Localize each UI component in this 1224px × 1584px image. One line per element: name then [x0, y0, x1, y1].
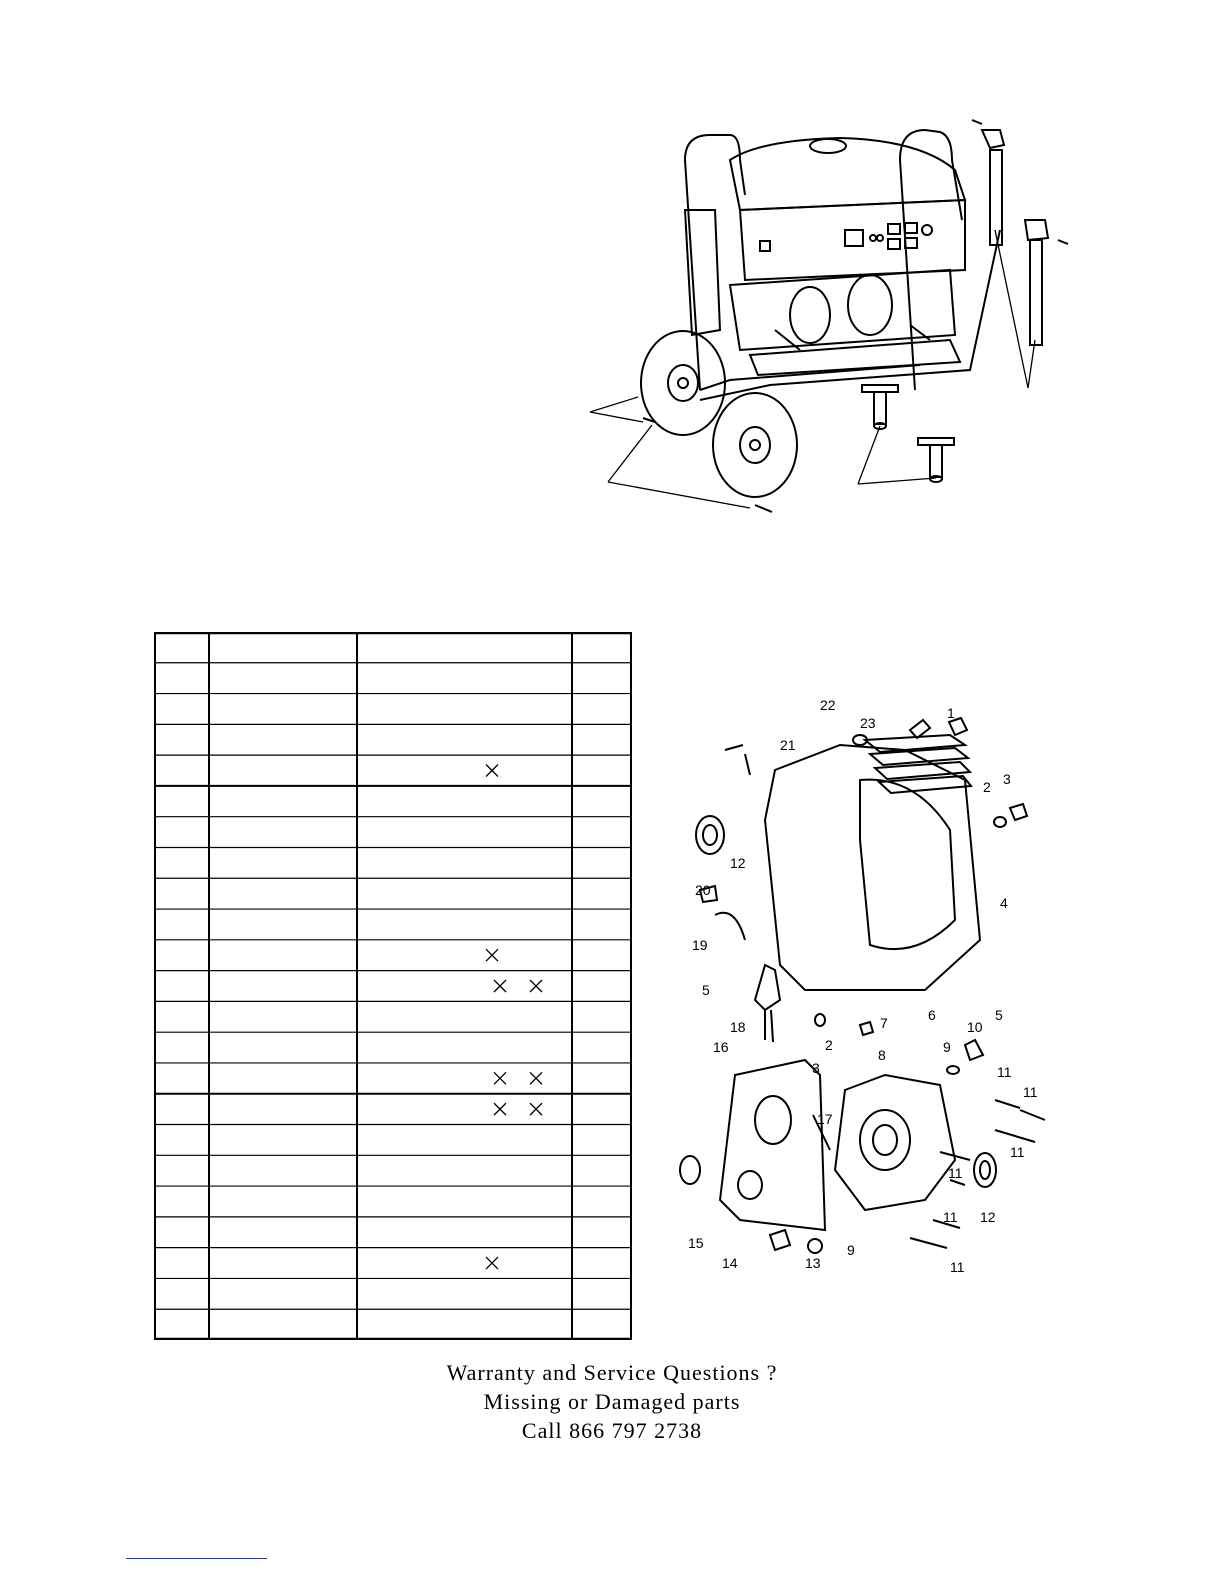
- part-callout-number: 16: [713, 1039, 729, 1055]
- bottom-rule: [126, 1558, 267, 1559]
- crankcase-exploded-drawing: [665, 690, 1085, 1290]
- part-callout-number: 11: [1010, 1144, 1025, 1160]
- footer-line-2: Missing or Damaged parts: [483, 1389, 741, 1414]
- part-callout-number: 6: [928, 1007, 936, 1023]
- part-callout-number: 3: [1003, 771, 1011, 787]
- part-callout-number: 14: [722, 1255, 738, 1271]
- part-callout-number: 7: [880, 1015, 888, 1031]
- part-callout-number: 20: [695, 882, 711, 898]
- part-callout-number: 19: [692, 937, 708, 953]
- footer-line-1: Warranty and Service Questions ?: [446, 1360, 778, 1385]
- cross-mark: [494, 1072, 506, 1084]
- cross-mark: [530, 1072, 542, 1084]
- part-callout-number: 5: [702, 982, 710, 998]
- cross-mark: [494, 1103, 506, 1115]
- part-callout-number: 11: [997, 1064, 1012, 1080]
- cross-mark: [530, 1103, 542, 1115]
- cross-mark: [486, 1257, 498, 1269]
- cross-mark: [486, 949, 498, 961]
- cross-mark: [486, 765, 498, 777]
- part-callout-number: 15: [688, 1235, 704, 1251]
- part-callout-number: 21: [780, 737, 796, 753]
- part-callout-number: 13: [805, 1255, 821, 1271]
- part-callout-number: 8: [878, 1047, 886, 1063]
- part-callout-number: 12: [980, 1209, 996, 1225]
- part-callout-number: 3: [812, 1060, 820, 1076]
- part-callout-number: 11: [943, 1209, 958, 1225]
- part-callout-number: 22: [820, 697, 836, 713]
- parts-table: [154, 632, 632, 1340]
- part-callout-number: 10: [967, 1019, 983, 1035]
- part-callout-number: 17: [817, 1111, 833, 1127]
- part-callout-number: 1: [947, 705, 955, 721]
- part-callout-number: 9: [847, 1242, 855, 1258]
- part-callout-number: 2: [825, 1037, 833, 1053]
- part-callout-number: 5: [995, 1007, 1003, 1023]
- part-callout-number: 11: [948, 1165, 963, 1181]
- generator-frame-drawing: [580, 100, 1100, 530]
- part-callout-number: 23: [860, 715, 876, 731]
- part-callout-number: 18: [730, 1019, 746, 1035]
- part-callout-number: 9: [943, 1039, 951, 1055]
- part-callout-number: 4: [1000, 895, 1008, 911]
- cross-mark: [530, 980, 542, 992]
- cross-mark: [494, 980, 506, 992]
- part-callout-number: 2: [983, 779, 991, 795]
- part-callout-number: 12: [730, 855, 746, 871]
- footer-line-3: Call 866 797 2738: [521, 1418, 703, 1443]
- part-callout-number: 11: [950, 1259, 965, 1275]
- warranty-footer: [0, 1358, 1224, 1445]
- part-callout-number: 11: [1023, 1084, 1038, 1100]
